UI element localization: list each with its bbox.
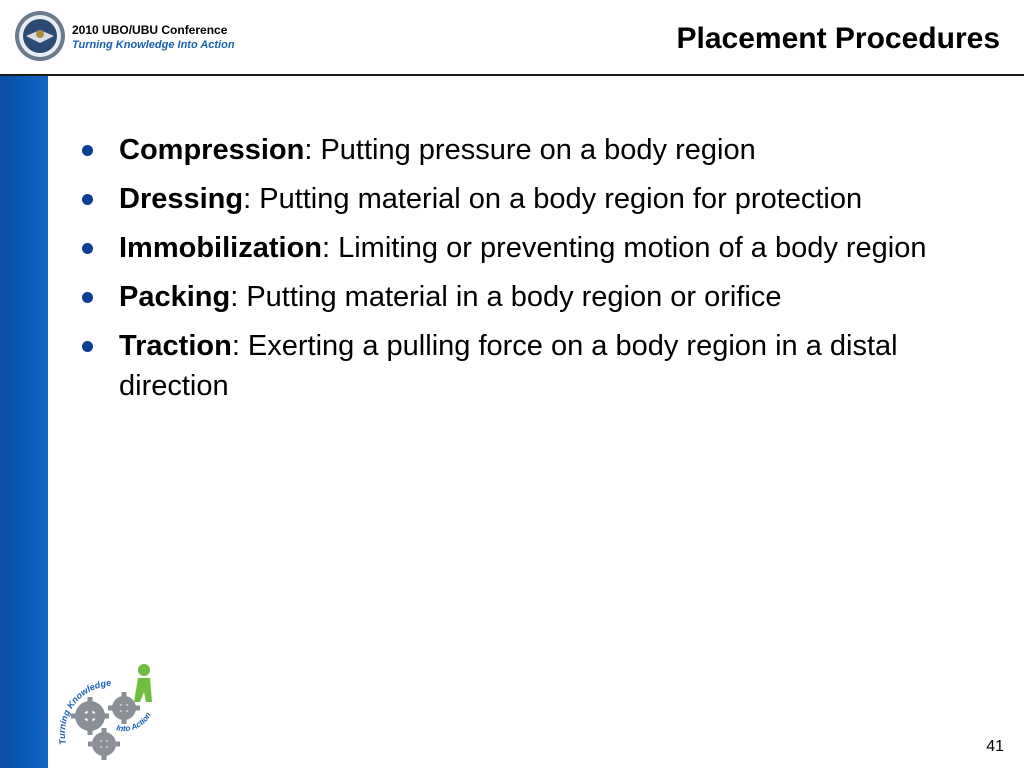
bullet-list (80, 130, 980, 415)
bullet-icon (82, 292, 93, 303)
logo-text-top: Turning Knowledge (56, 677, 112, 746)
bullet-definition: : Putting material in a body region or orifice (230, 281, 782, 313)
list-item (80, 179, 980, 219)
logo-text-bottom: Into Action (115, 710, 153, 734)
bullet-icon (82, 243, 93, 254)
bullet-term: Packing (119, 281, 231, 313)
bullet-icon (82, 341, 93, 352)
bullet-definition: : Putting material on a body region for protection (243, 183, 863, 215)
page-title: Placement Procedures (676, 22, 1000, 55)
list-item (80, 326, 980, 406)
bullet-icon (82, 194, 93, 205)
bullet-icon (82, 145, 93, 156)
header-divider (0, 74, 1024, 76)
list-item (80, 277, 980, 317)
bullet-definition: : Putting pressure on a body region (304, 134, 756, 166)
conference-title: 2010 UBO/UBU Conference (72, 23, 228, 37)
list-item (80, 130, 980, 170)
left-sidebar-band (0, 0, 48, 768)
turning-knowledge-logo-icon (52, 652, 172, 762)
department-seal-icon (14, 10, 66, 62)
bullet-term: Immobilization (119, 232, 322, 264)
bullet-definition: : Limiting or preventing motion of a body region (322, 232, 927, 264)
list-item (80, 228, 980, 268)
slide-number: 41 (986, 738, 1004, 755)
bullet-term: Traction (119, 330, 232, 362)
bullet-term: Dressing (119, 183, 244, 215)
bullet-term: Compression (119, 134, 305, 166)
conference-subtitle: Turning Knowledge Into Action (72, 39, 235, 51)
bullet-definition: : Exerting a pulling force on a body region in a distal direction (119, 330, 898, 402)
